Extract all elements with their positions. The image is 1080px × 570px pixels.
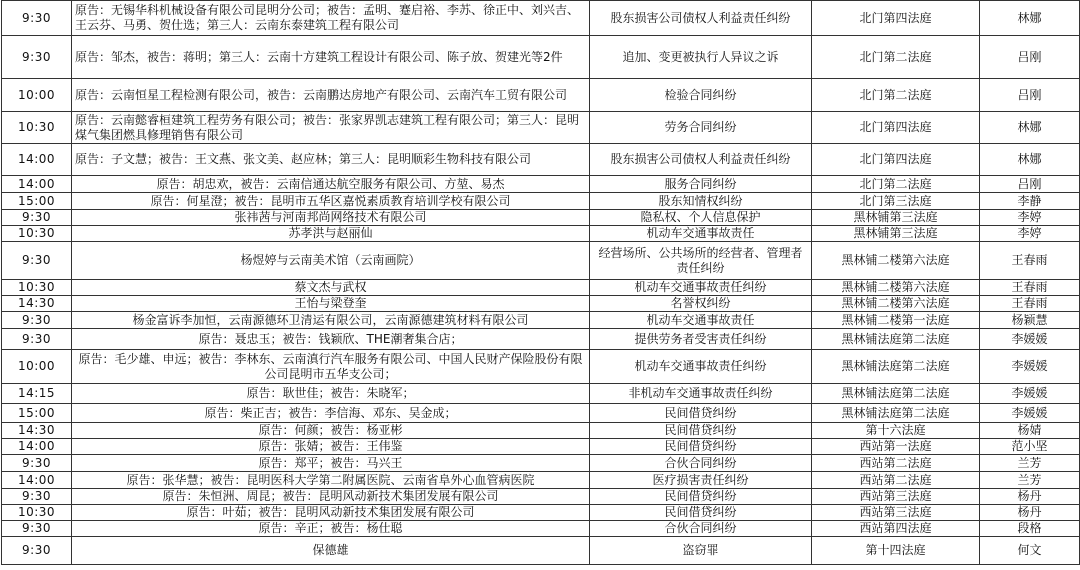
hearing-time: 10:00 xyxy=(2,79,72,112)
courtroom: 黑林铺第三法庭 xyxy=(812,226,980,242)
courtroom: 西站第三法庭 xyxy=(812,505,980,521)
presiding-judge: 李媛媛 xyxy=(980,329,1080,350)
hearing-parties: 蔡文杰与武权 xyxy=(72,280,590,296)
hearing-time: 15:00 xyxy=(2,193,72,210)
courtroom: 黑林铺二楼第六法庭 xyxy=(812,242,980,280)
presiding-judge: 吕刚 xyxy=(980,176,1080,193)
table-row xyxy=(2,505,1080,521)
hearing-time: 14:30 xyxy=(2,423,72,439)
hearing-parties: 原告：聂忠玉；被告：钱颖欣、THE潮奢集合店； xyxy=(72,329,590,350)
table-row xyxy=(2,210,1080,226)
table-row xyxy=(2,144,1080,176)
hearing-parties: 王怡与梁登奎 xyxy=(72,296,590,312)
presiding-judge: 杨婧 xyxy=(980,423,1080,439)
case-cause: 股东知情权纠纷 xyxy=(590,193,812,210)
presiding-judge: 何文 xyxy=(980,537,1080,565)
case-cause: 机动车交通事故责任纠纷 xyxy=(590,350,812,384)
table-row xyxy=(2,242,1080,280)
table-row xyxy=(2,193,1080,210)
hearing-time: 10:30 xyxy=(2,505,72,521)
case-cause: 医疗损害责任纠纷 xyxy=(590,472,812,489)
hearing-parties: 苏孝洪与赵丽仙 xyxy=(72,226,590,242)
case-cause: 民间借贷纠纷 xyxy=(590,505,812,521)
table-row xyxy=(2,384,1080,404)
hearing-time: 9:30 xyxy=(2,521,72,537)
presiding-judge: 李媛媛 xyxy=(980,384,1080,404)
courtroom: 黑林铺二楼第六法庭 xyxy=(812,296,980,312)
hearing-parties: 原告：云南恒星工程检测有限公司，被告：云南鹏达房地产有限公司、云南汽车工贸有限公司 xyxy=(72,79,590,112)
courtroom: 黑林铺法庭第二法庭 xyxy=(812,404,980,423)
courtroom: 北门第四法庭 xyxy=(812,144,980,176)
table-row xyxy=(2,1,1080,36)
hearing-parties: 张祎茜与河南邦尚网络技术有限公司 xyxy=(72,210,590,226)
presiding-judge: 李婷 xyxy=(980,226,1080,242)
courtroom: 北门第四法庭 xyxy=(812,1,980,36)
hearing-parties: 原告：毛少雄、申远；被告：李林东、云南滇行汽车服务有限公司、中国人民财产保险股份有限公司昆明市五华支公司； xyxy=(72,350,590,384)
presiding-judge: 吕刚 xyxy=(980,36,1080,79)
presiding-judge: 兰芳 xyxy=(980,472,1080,489)
hearing-time: 10:30 xyxy=(2,226,72,242)
case-cause: 民间借贷纠纷 xyxy=(590,423,812,439)
presiding-judge: 李媛媛 xyxy=(980,350,1080,384)
courtroom: 北门第二法庭 xyxy=(812,176,980,193)
hearing-time: 10:30 xyxy=(2,280,72,296)
hearing-time: 14:00 xyxy=(2,144,72,176)
case-cause: 名誉权纠纷 xyxy=(590,296,812,312)
case-cause: 服务合同纠纷 xyxy=(590,176,812,193)
hearing-time: 9:30 xyxy=(2,210,72,226)
hearing-time: 10:00 xyxy=(2,350,72,384)
table-row xyxy=(2,537,1080,565)
courtroom: 黑林铺法庭第二法庭 xyxy=(812,384,980,404)
case-cause: 民间借贷纠纷 xyxy=(590,489,812,505)
case-cause: 检验合同纠纷 xyxy=(590,79,812,112)
table-row xyxy=(2,350,1080,384)
hearing-time: 14:30 xyxy=(2,296,72,312)
case-cause: 提供劳务者受害责任纠纷 xyxy=(590,329,812,350)
hearing-time: 14:15 xyxy=(2,384,72,404)
table-row xyxy=(2,439,1080,455)
courtroom: 北门第三法庭 xyxy=(812,193,980,210)
courtroom: 西站第一法庭 xyxy=(812,439,980,455)
presiding-judge: 林娜 xyxy=(980,1,1080,36)
case-cause: 非机动车交通事故责任纠纷 xyxy=(590,384,812,404)
hearing-parties: 原告：辛正；被告：杨仕聪 xyxy=(72,521,590,537)
table-row xyxy=(2,280,1080,296)
hearing-time: 9:30 xyxy=(2,537,72,565)
table-row xyxy=(2,226,1080,242)
hearing-parties: 原告：郑平；被告：马兴王 xyxy=(72,455,590,472)
courtroom: 北门第四法庭 xyxy=(812,112,980,144)
table-row xyxy=(2,329,1080,350)
table-row xyxy=(2,312,1080,329)
hearing-parties: 原告：子文慧；被告：王文燕、张文美、赵应林；第三人：昆明顺彩生物科技有限公司 xyxy=(72,144,590,176)
courtroom: 黑林铺法庭第二法庭 xyxy=(812,329,980,350)
courtroom: 黑林铺二楼第一法庭 xyxy=(812,312,980,329)
table-row xyxy=(2,455,1080,472)
courtroom: 西站第四法庭 xyxy=(812,521,980,537)
table-row xyxy=(2,521,1080,537)
case-cause: 隐私权、个人信息保护 xyxy=(590,210,812,226)
table-row xyxy=(2,404,1080,423)
table-row xyxy=(2,176,1080,193)
hearing-time: 15:00 xyxy=(2,404,72,423)
table-row xyxy=(2,36,1080,79)
hearing-parties: 原告：胡忠欢，被告：云南信通达航空服务有限公司、方堃、易杰 xyxy=(72,176,590,193)
hearing-parties: 原告：无锡华科机械设备有限公司昆明分公司；被告：孟明、蹇启裕、李苏、徐正中、刘兴吉、王云芬、马勇、贺仕选；第三人：云南东泰建筑工程有限公司 xyxy=(72,1,590,36)
case-cause: 民间借贷纠纷 xyxy=(590,439,812,455)
hearing-time: 9:30 xyxy=(2,1,72,36)
hearing-parties: 保德雄 xyxy=(72,537,590,565)
hearing-parties: 原告：张婧；被告：王伟鉴 xyxy=(72,439,590,455)
table-row xyxy=(2,423,1080,439)
table-row xyxy=(2,112,1080,144)
hearing-parties: 原告：耿世佳；被告：朱晓军； xyxy=(72,384,590,404)
courtroom: 北门第二法庭 xyxy=(812,36,980,79)
hearing-time: 14:00 xyxy=(2,439,72,455)
hearing-parties: 原告：叶茹；被告：昆明风动新技术集团发展有限公司 xyxy=(72,505,590,521)
courtroom: 黑林铺二楼第六法庭 xyxy=(812,280,980,296)
presiding-judge: 杨丹 xyxy=(980,489,1080,505)
courtroom: 西站第二法庭 xyxy=(812,455,980,472)
hearing-parties: 原告：张华慧；被告：昆明医科大学第二附属医院、云南省阜外心血管病医院 xyxy=(72,472,590,489)
courtroom: 西站第三法庭 xyxy=(812,489,980,505)
courtroom: 黑林铺法庭第二法庭 xyxy=(812,350,980,384)
hearing-time: 9:30 xyxy=(2,242,72,280)
presiding-judge: 杨颖慧 xyxy=(980,312,1080,329)
hearing-parties: 原告：邹杰，被告：蒋明；第三人：云南十方建筑工程设计有限公司、陈子放、贺建光等2件 xyxy=(72,36,590,79)
case-cause: 机动车交通事故责任纠纷 xyxy=(590,280,812,296)
case-cause: 合伙合同纠纷 xyxy=(590,455,812,472)
hearing-time: 14:00 xyxy=(2,472,72,489)
hearing-schedule-table xyxy=(1,0,1080,565)
hearing-parties: 杨金富诉李加恒，云南源德环卫清运有限公司，云南源德建筑材料有限公司 xyxy=(72,312,590,329)
hearing-time: 9:30 xyxy=(2,312,72,329)
hearing-parties: 杨煜婷与云南美术馆（云南画院） xyxy=(72,242,590,280)
table-row xyxy=(2,79,1080,112)
hearing-time: 9:30 xyxy=(2,489,72,505)
courtroom: 西站第二法庭 xyxy=(812,472,980,489)
courtroom: 北门第二法庭 xyxy=(812,79,980,112)
presiding-judge: 李媛媛 xyxy=(980,404,1080,423)
hearing-time: 14:00 xyxy=(2,176,72,193)
case-cause: 合伙合同纠纷 xyxy=(590,521,812,537)
presiding-judge: 吕刚 xyxy=(980,79,1080,112)
case-cause: 经营场所、公共场所的经营者、管理者责任纠纷 xyxy=(590,242,812,280)
hearing-parties: 原告：云南懿睿桓建筑工程劳务有限公司；被告：张家界凯志建筑工程有限公司；第三人：昆明煤气集团燃具修理销售有限公司 xyxy=(72,112,590,144)
courtroom: 黑林铺第三法庭 xyxy=(812,210,980,226)
presiding-judge: 李静 xyxy=(980,193,1080,210)
presiding-judge: 林娜 xyxy=(980,112,1080,144)
hearing-parties: 原告：何颜；被告：杨亚彬 xyxy=(72,423,590,439)
hearing-time: 9:30 xyxy=(2,329,72,350)
presiding-judge: 段格 xyxy=(980,521,1080,537)
presiding-judge: 李婷 xyxy=(980,210,1080,226)
presiding-judge: 王春雨 xyxy=(980,296,1080,312)
presiding-judge: 兰芳 xyxy=(980,455,1080,472)
table-row xyxy=(2,296,1080,312)
case-cause: 机动车交通事故责任 xyxy=(590,226,812,242)
hearing-time: 9:30 xyxy=(2,455,72,472)
table-row xyxy=(2,489,1080,505)
presiding-judge: 王春雨 xyxy=(980,280,1080,296)
case-cause: 民间借贷纠纷 xyxy=(590,404,812,423)
hearing-time: 9:30 xyxy=(2,36,72,79)
case-cause: 追加、变更被执行人异议之诉 xyxy=(590,36,812,79)
presiding-judge: 林娜 xyxy=(980,144,1080,176)
presiding-judge: 王春雨 xyxy=(980,242,1080,280)
case-cause: 机动车交通事故责任 xyxy=(590,312,812,329)
case-cause: 股东损害公司债权人利益责任纠纷 xyxy=(590,1,812,36)
hearing-parties: 原告：朱恒洲、周昆；被告：昆明风动新技术集团发展有限公司 xyxy=(72,489,590,505)
hearing-parties: 原告：何星澄；被告：昆明市五华区嘉悦素质教育培训学校有限公司 xyxy=(72,193,590,210)
hearing-time: 10:30 xyxy=(2,112,72,144)
case-cause: 盗窃罪 xyxy=(590,537,812,565)
presiding-judge: 范小坚 xyxy=(980,439,1080,455)
hearing-parties: 原告：柴正吉；被告：李信海、邓东、吴金成； xyxy=(72,404,590,423)
case-cause: 股东损害公司债权人利益责任纠纷 xyxy=(590,144,812,176)
courtroom: 第十四法庭 xyxy=(812,537,980,565)
presiding-judge: 杨丹 xyxy=(980,505,1080,521)
case-cause: 劳务合同纠纷 xyxy=(590,112,812,144)
courtroom: 第十六法庭 xyxy=(812,423,980,439)
table-row xyxy=(2,472,1080,489)
